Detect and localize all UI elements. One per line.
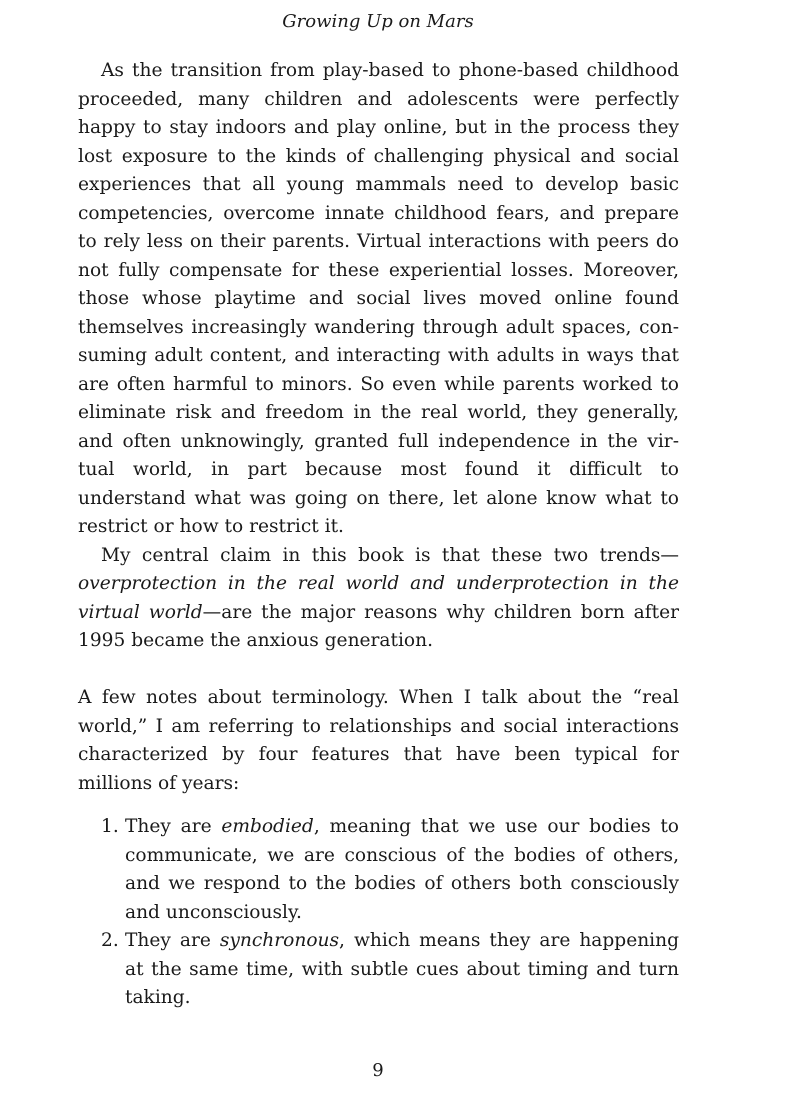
central-claim-emphasis: overprotection in the real world and underprotection in the virtual world <box>78 573 679 623</box>
page-number: 9 <box>372 1060 384 1081</box>
body-text <box>78 57 679 1013</box>
paragraph-transition: As the transition from play-based to phone-based childhood proceeded, many children and adolescents were perfectly happy to stay indoors and play online, but in the process they lost exposure to the kinds of challenging physical and social experiences that all young mammals need to develop basic competencies, overcome innate childhood fears, and prepare to rely less on their parents. Virtual interactions with peers do not fully compensate for these experiential losses. Moreover, those whose playtime and social lives moved online found themselves increasingly wandering through adult spaces, consuming adult content, and interacting with adults in ways that are often harmful to minors. So even while parents worked to eliminate risk and freedom in the real world, they generally, and often unknowingly, granted full independence in the virtual world, in part because most found it difficult to understand what was going on there, let alone know what to restrict or how to restrict it. <box>78 60 679 537</box>
paragraph-terminology: A few notes about terminology. When I talk about the “real world,” I am referring to relationships and social interactions characterized by four features that have been typical for millions of years: <box>78 687 679 794</box>
features-list <box>78 813 679 1013</box>
list-item-number: 2. <box>101 930 119 951</box>
list-item <box>78 927 679 1013</box>
paragraph-central-claim <box>78 542 679 656</box>
list-item-text-before: They are <box>125 930 220 951</box>
central-claim-start: My central claim in this book is that these two trends— <box>101 544 679 566</box>
running-head: Growing Up on Mars <box>282 11 474 32</box>
list-item <box>78 813 679 927</box>
list-item-text-after: , meaning that we use our bodies to communicate, we are conscious of the bodies of others, and we respond to the bodies of others both consciously and unconsciously. <box>125 816 680 923</box>
list-item-text-after: , which means they are happening at the same time, with subtle cues about timing and turn taking. <box>125 930 679 1008</box>
list-item-term: embodied <box>221 816 314 837</box>
list-item-text-before: They are <box>125 816 222 837</box>
list-item-term: synchronous <box>219 930 340 951</box>
central-claim-end: —are the major reasons why children born after 1995 became the anxious generation. <box>78 601 679 651</box>
list-item-number: 1. <box>101 816 119 837</box>
